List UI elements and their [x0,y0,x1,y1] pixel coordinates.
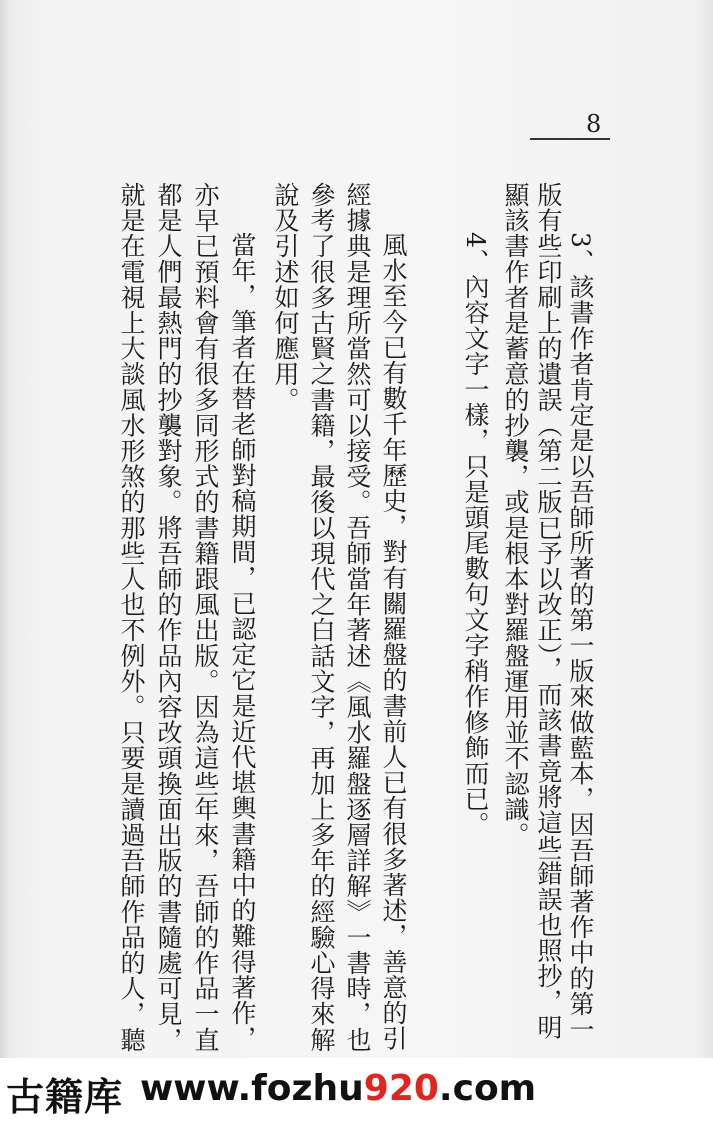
text-column-10: 亦早已預料會有很多同形式的書籍跟風出版。因為這些年來，吾師的作品一直 [191,182,220,1053]
header-rule [530,138,610,140]
text-column-7: 參考了很多古賢之書籍，最後以現代之白話文字，再加上多年的經驗心得來解 [307,182,336,1053]
text-column-3: 顯該書作者是蓄意的抄襲，或是根本對羅盤運用並不認識。 [501,182,530,848]
text-column-2: 版有些印刷上的遺誤（第二版已予以改正），而該書竟將這些錯誤也照抄，明 [534,182,563,1040]
watermark-site-link[interactable] [140,1068,536,1109]
site-suffix: .com [438,1068,537,1109]
site-accent: 920 [363,1068,439,1109]
text-column-4: 4、內容文字一樣，只是頭尾數句文字稍作修飾而已。 [461,232,490,838]
text-column-8: 說及引述如何應用。 [271,182,300,413]
watermark-brand: 古籍库 [6,1075,124,1119]
text-column-6: 經據典是理所當然可以接受。吾師當年著述《風水羅盤逐層詳解》一書時，也 [343,182,372,1053]
site-prefix: www.fozhu [140,1068,364,1109]
text-column-1: 3、該書作者肯定是以吾師所著的第一版來做藍本，因吾師著作中的第一 [566,232,595,1043]
scan-edge-shadow [695,0,713,1122]
text-column-5: 風水至今已有數千年歷史，對有關羅盤的書前人已有很多著述，善意的引 [379,232,408,1052]
page-number: 8 [586,110,602,138]
text-column-11: 都是人們最熱門的抄襲對象。將吾師的作品內容改頭換面出版的書隨處可見， [154,182,183,1053]
text-column-12: 就是在電視上大談風水形煞的那些人也不例外。只要是讀過吾師作品的人，聽 [117,182,146,1053]
text-column-9: 當年，筆者在替老師對稿期間，已認定它是近代堪輿書籍中的難得著作， [228,232,257,1052]
